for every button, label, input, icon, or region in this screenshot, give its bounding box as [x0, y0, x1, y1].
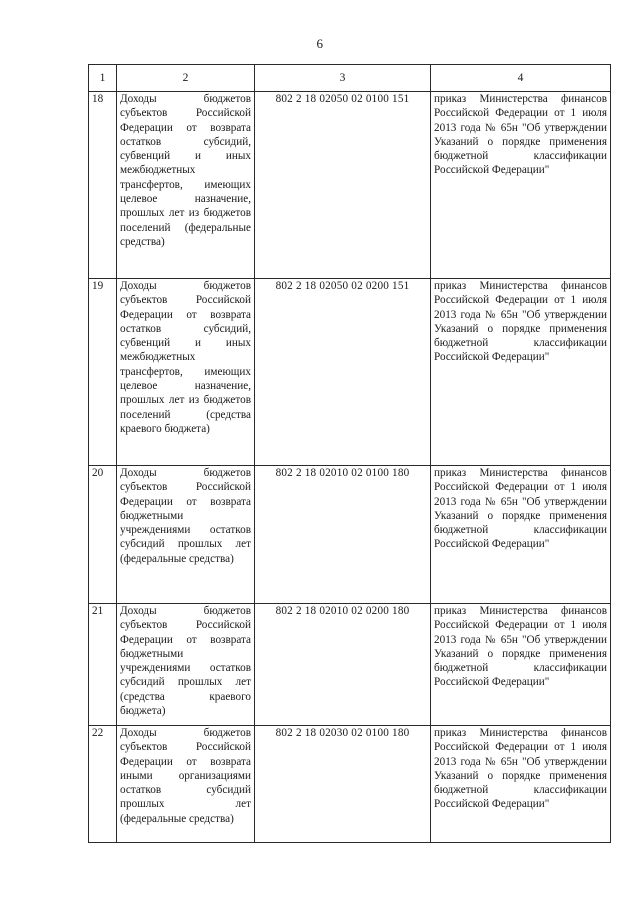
table-row: [89, 92, 611, 279]
row-number: 20: [89, 466, 117, 604]
column-header-4: 4: [431, 65, 611, 92]
budget-code: 802 2 18 02050 02 0200 151: [255, 279, 431, 466]
income-description: Доходы бюджетов субъектов Российской Федерации от возврата бюджетными учреждениями остатков субсидий прошлых лет (средства краевого бюджета): [117, 604, 255, 726]
income-description: Доходы бюджетов субъектов Российской Федерации от возврата остатков субсидий, субвенций и иных межбюджетных трансфертов, имеющих целевое назначение, прошлых лет из бюджетов поселений (федеральные средства): [117, 92, 255, 279]
budget-code: 802 2 18 02010 02 0200 180: [255, 604, 431, 726]
column-header-1: 1: [89, 65, 117, 92]
legal-basis: приказ Министерства финансов Российской Федерации от 1 июля 2013 года № 65н "Об утверждении Указаний о порядке применения бюджетной классификации Российской Федерации": [431, 604, 611, 726]
page-number: 6: [316, 36, 324, 51]
legal-basis: приказ Министерства финансов Российской Федерации от 1 июля 2013 года № 65н "Об утверждении Указаний о порядке применения бюджетной классификации Российской Федерации": [431, 92, 611, 279]
budget-codes-table: [88, 64, 611, 843]
table-row: [89, 279, 611, 466]
row-number: 22: [89, 726, 117, 843]
income-description: Доходы бюджетов субъектов Российской Федерации от возврата бюджетными учреждениями остатков субсидий прошлых лет (федеральные средства): [117, 466, 255, 604]
income-description: Доходы бюджетов субъектов Российской Федерации от возврата остатков субсидий, субвенций и иных межбюджетных трансфертов, имеющих целевое назначение, прошлых лет из бюджетов поселений (средства краевого бюджета): [117, 279, 255, 466]
legal-basis: приказ Министерства финансов Российской Федерации от 1 июля 2013 года № 65н "Об утверждении Указаний о порядке применения бюджетной классификации Российской Федерации": [431, 279, 611, 466]
row-number: 19: [89, 279, 117, 466]
table-row: [89, 604, 611, 726]
budget-code: 802 2 18 02030 02 0100 180: [255, 726, 431, 843]
column-header-3: 3: [255, 65, 431, 92]
table-row: [89, 726, 611, 843]
column-header-2: 2: [117, 65, 255, 92]
table-row: [89, 466, 611, 604]
budget-code: 802 2 18 02050 02 0100 151: [255, 92, 431, 279]
row-number: 18: [89, 92, 117, 279]
income-description: Доходы бюджетов субъектов Российской Федерации от возврата иными организациями остатков субсидий прошлых лет (федеральные средства): [117, 726, 255, 843]
legal-basis: приказ Министерства финансов Российской Федерации от 1 июля 2013 года № 65н "Об утверждении Указаний о порядке применения бюджетной классификации Российской Федерации": [431, 726, 611, 843]
legal-basis: приказ Министерства финансов Российской Федерации от 1 июля 2013 года № 65н "Об утверждении Указаний о порядке применения бюджетной классификации Российской Федерации": [431, 466, 611, 604]
budget-code: 802 2 18 02010 02 0100 180: [255, 466, 431, 604]
row-number: 21: [89, 604, 117, 726]
table-header-row: [89, 65, 611, 92]
